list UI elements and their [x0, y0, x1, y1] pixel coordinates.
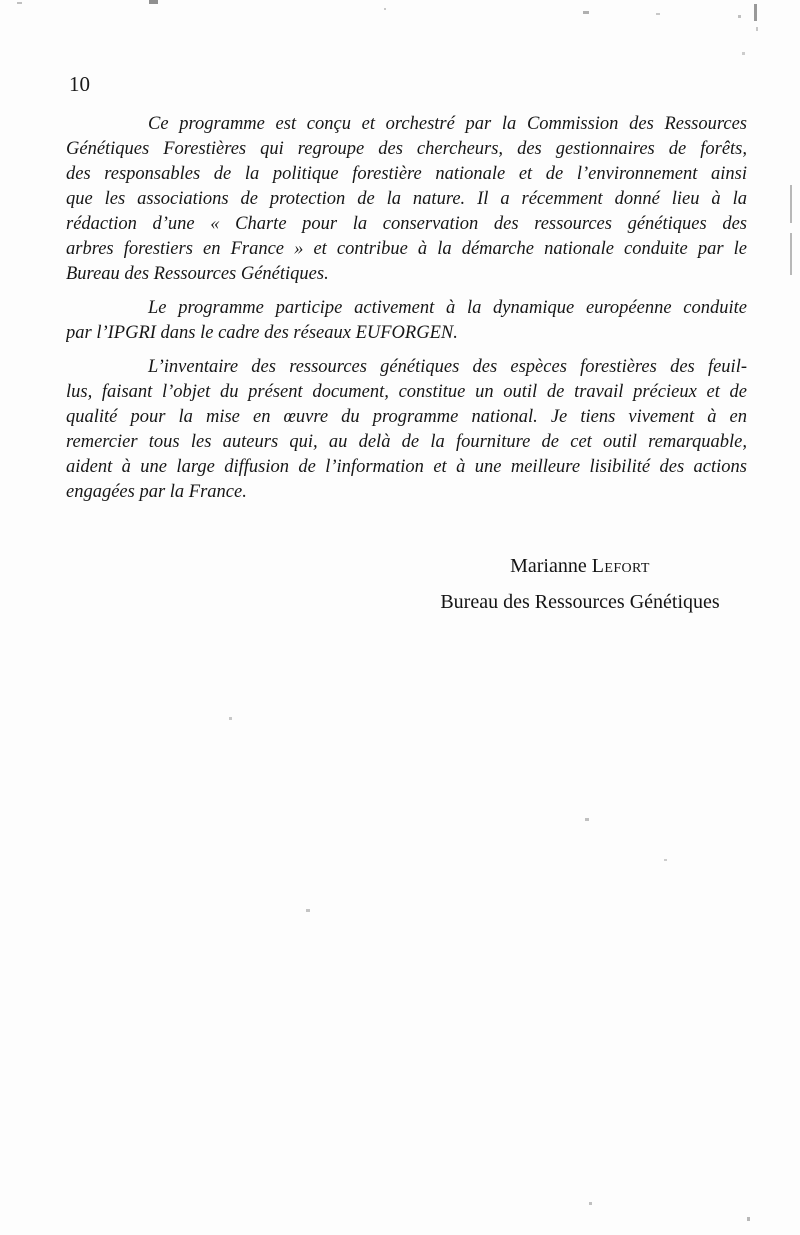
text-line: Ce programme est conçu et orchestré par la Commission des Ressources [148, 114, 747, 134]
text-line: lus, faisant l’objet du présent document, constitue un outil de travail précieux et de [66, 382, 747, 402]
scan-speck [583, 11, 589, 14]
scan-speck [229, 717, 232, 720]
paragraph-3 [66, 355, 747, 505]
scan-speck [738, 15, 741, 18]
text-line: qualité pour la mise en œuvre du programme national. Je tiens vivement à en [66, 407, 747, 427]
text-line: que les associations de protection de la nature. Il a récemment donné lieu à la [66, 189, 747, 209]
signature-block [380, 553, 780, 615]
scan-speck [747, 1217, 750, 1221]
scan-edge-mark [790, 185, 792, 223]
text-line: par l’IPGRI dans le cadre des réseaux EUFORGEN. [66, 323, 458, 343]
text-line: L’inventaire des ressources génétiques des espèces forestières des feuil- [148, 357, 747, 377]
scan-edge-mark [790, 233, 792, 275]
text-line: remercier tous les auteurs qui, au delà de la fourniture de cet outil remarquable, [66, 432, 747, 452]
scan-edge-mark [754, 4, 757, 21]
text-line: des responsables de la politique forestière nationale et de l’environnement ainsi [66, 164, 747, 184]
body-text [66, 112, 747, 514]
signature-last-name: Lefort [591, 555, 650, 577]
scan-speck [17, 2, 22, 4]
scan-speck [664, 859, 667, 861]
signature-first-name: Marianne [510, 555, 587, 577]
scan-speck [384, 8, 386, 10]
scan-speck [742, 52, 745, 55]
scan-speck [656, 13, 660, 15]
text-line: Génétiques Forestières qui regroupe des chercheurs, des gestionnaires de forêts, [66, 139, 747, 159]
page-number: 10 [69, 72, 90, 96]
text-line: arbres forestiers en France » et contribue à la démarche nationale conduite par le [66, 239, 747, 259]
scan-speck [149, 0, 158, 4]
text-line: rédaction d’une « Charte pour la conservation des ressources génétiques des [66, 214, 747, 234]
scan-speck [306, 909, 310, 912]
scan-speck [585, 818, 589, 821]
signature-name [380, 553, 780, 579]
text-line: Bureau des Ressources Génétiques. [66, 264, 329, 284]
scan-speck [756, 27, 758, 31]
scan-speck [589, 1202, 592, 1205]
text-line: aident à une large diffusion de l’information et à une meilleure lisibilité des actions [66, 457, 747, 477]
paragraph-2 [66, 296, 747, 346]
text-line: Le programme participe activement à la dynamique européenne conduite [148, 298, 747, 318]
paragraph-1 [66, 112, 747, 287]
signature-organization: Bureau des Ressources Génétiques [440, 591, 720, 613]
text-line: engagées par la France. [66, 482, 247, 502]
